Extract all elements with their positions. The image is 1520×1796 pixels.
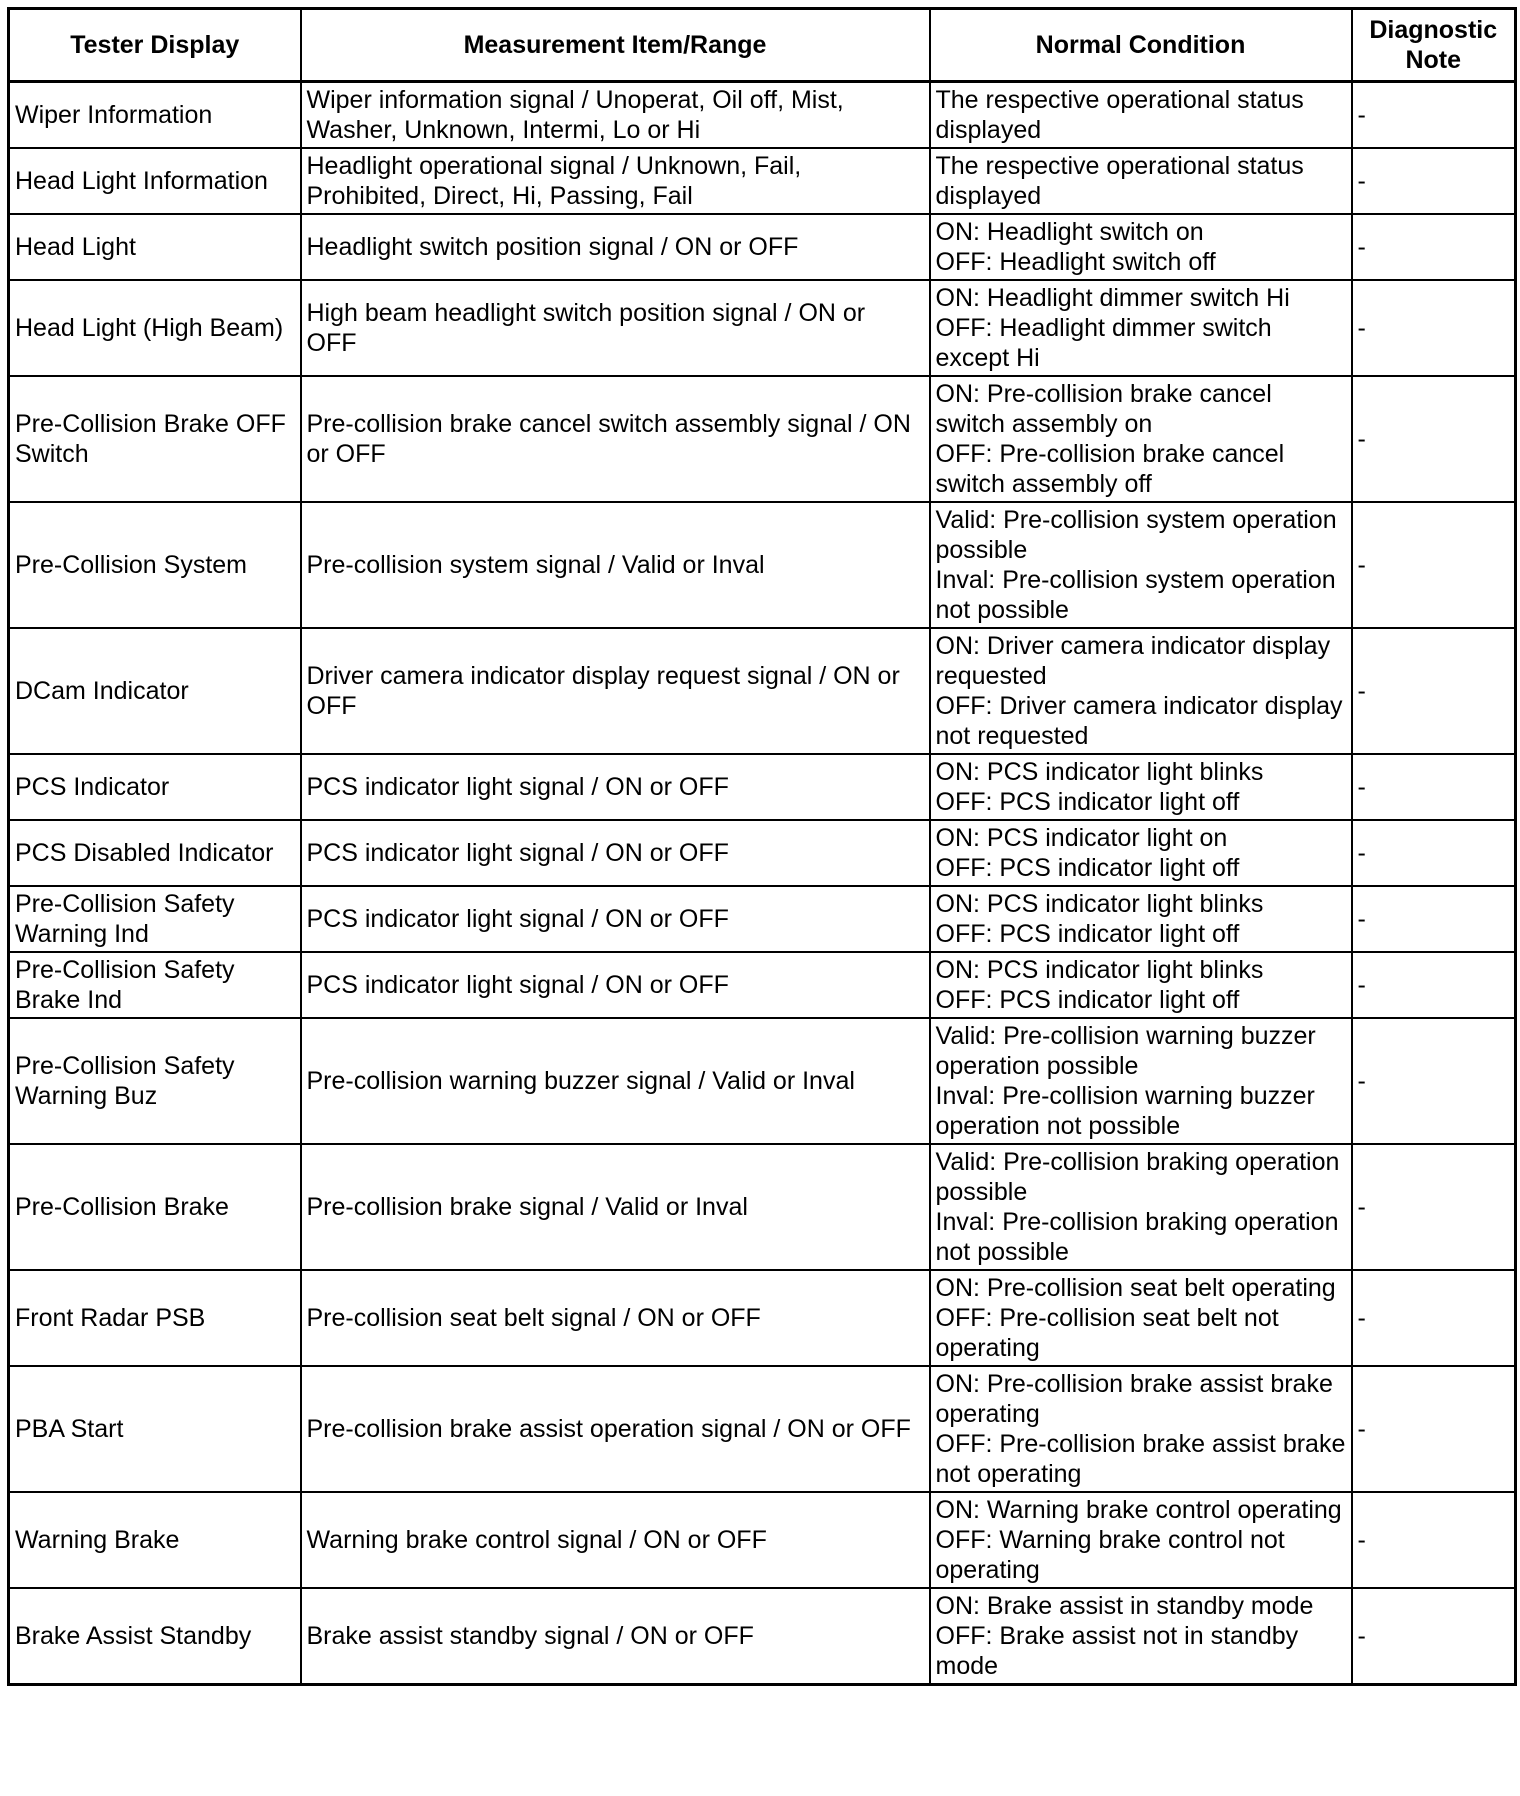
diagnostic-note-cell: -	[1352, 886, 1516, 952]
diagnostic-note-cell: -	[1352, 1144, 1516, 1270]
measurement-cell: Pre-collision brake cancel switch assembly signal / ON or OFF	[301, 376, 930, 502]
measurement-cell: Driver camera indicator display request signal / ON or OFF	[301, 628, 930, 754]
tester-display-cell: DCam Indicator	[9, 628, 301, 754]
normal-condition-cell: The respective operational status displayed	[930, 82, 1352, 149]
diagnostic-note-cell: -	[1352, 148, 1516, 214]
header-diagnostic-note: Diagnostic Note	[1352, 9, 1516, 82]
table-row	[9, 952, 1516, 1018]
table-row	[9, 376, 1516, 502]
measurement-cell: High beam headlight switch position signal / ON or OFF	[301, 280, 930, 376]
tester-display-cell: Pre-Collision Safety Brake Ind	[9, 952, 301, 1018]
normal-condition-cell: ON: Headlight switch on OFF: Headlight switch off	[930, 214, 1352, 280]
normal-condition-cell: Valid: Pre-collision warning buzzer operation possible Inval: Pre-collision warning buzzer operation not possible	[930, 1018, 1352, 1144]
table-row	[9, 1366, 1516, 1492]
table-row	[9, 502, 1516, 628]
normal-condition-cell: ON: Headlight dimmer switch Hi OFF: Headlight dimmer switch except Hi	[930, 280, 1352, 376]
diagnostic-note-cell: -	[1352, 628, 1516, 754]
measurement-cell: Pre-collision warning buzzer signal / Valid or Inval	[301, 1018, 930, 1144]
diagnostic-note-cell: -	[1352, 952, 1516, 1018]
normal-condition-cell: ON: Pre-collision brake cancel switch assembly on OFF: Pre-collision brake cancel switch assembly off	[930, 376, 1352, 502]
diagnostic-note-cell: -	[1352, 376, 1516, 502]
measurement-cell: Warning brake control signal / ON or OFF	[301, 1492, 930, 1588]
table-row	[9, 1144, 1516, 1270]
measurement-cell: PCS indicator light signal / ON or OFF	[301, 952, 930, 1018]
normal-condition-cell: ON: Pre-collision seat belt operating OFF: Pre-collision seat belt not operating	[930, 1270, 1352, 1366]
table-row	[9, 886, 1516, 952]
normal-condition-cell: Valid: Pre-collision system operation possible Inval: Pre-collision system operation not possible	[930, 502, 1352, 628]
tester-display-cell: Pre-Collision System	[9, 502, 301, 628]
table-row	[9, 820, 1516, 886]
tester-display-cell: Brake Assist Standby	[9, 1588, 301, 1685]
diagnostic-note-cell: -	[1352, 82, 1516, 149]
table-row	[9, 148, 1516, 214]
diagnostic-note-cell: -	[1352, 1492, 1516, 1588]
measurement-cell: Pre-collision brake signal / Valid or Inval	[301, 1144, 930, 1270]
measurement-cell: Pre-collision system signal / Valid or Inval	[301, 502, 930, 628]
header-measurement-item-range: Measurement Item/Range	[301, 9, 930, 82]
normal-condition-cell: ON: PCS indicator light blinks OFF: PCS indicator light off	[930, 886, 1352, 952]
normal-condition-cell: ON: PCS indicator light blinks OFF: PCS indicator light off	[930, 952, 1352, 1018]
diagnostic-note-cell: -	[1352, 754, 1516, 820]
normal-condition-cell: ON: Warning brake control operating OFF: Warning brake control not operating	[930, 1492, 1352, 1588]
table-row	[9, 1018, 1516, 1144]
table-row	[9, 82, 1516, 149]
normal-condition-cell: ON: Driver camera indicator display requested OFF: Driver camera indicator display not requested	[930, 628, 1352, 754]
table-body	[9, 82, 1516, 1685]
tester-display-cell: Head Light	[9, 214, 301, 280]
tester-display-cell: Front Radar PSB	[9, 1270, 301, 1366]
diagnostic-note-cell: -	[1352, 1366, 1516, 1492]
table-row	[9, 214, 1516, 280]
tester-display-cell: PCS Indicator	[9, 754, 301, 820]
tester-display-cell: PCS Disabled Indicator	[9, 820, 301, 886]
table-row	[9, 628, 1516, 754]
measurement-cell: Pre-collision brake assist operation signal / ON or OFF	[301, 1366, 930, 1492]
diagnostic-note-cell: -	[1352, 820, 1516, 886]
normal-condition-cell: ON: PCS indicator light on OFF: PCS indicator light off	[930, 820, 1352, 886]
normal-condition-cell: ON: Pre-collision brake assist brake operating OFF: Pre-collision brake assist brake not operating	[930, 1366, 1352, 1492]
normal-condition-cell: Valid: Pre-collision braking operation possible Inval: Pre-collision braking operation not possible	[930, 1144, 1352, 1270]
measurement-cell: Brake assist standby signal / ON or OFF	[301, 1588, 930, 1685]
table-row	[9, 280, 1516, 376]
diagnostic-note-cell: -	[1352, 1588, 1516, 1685]
measurement-cell: Headlight switch position signal / ON or OFF	[301, 214, 930, 280]
normal-condition-cell: ON: Brake assist in standby mode OFF: Brake assist not in standby mode	[930, 1588, 1352, 1685]
tester-display-cell: Wiper Information	[9, 82, 301, 149]
measurement-cell: Wiper information signal / Unoperat, Oil off, Mist, Washer, Unknown, Intermi, Lo or Hi	[301, 82, 930, 149]
header-tester-display: Tester Display	[9, 9, 301, 82]
tester-display-cell: Pre-Collision Brake	[9, 1144, 301, 1270]
measurement-cell: Headlight operational signal / Unknown, Fail, Prohibited, Direct, Hi, Passing, Fail	[301, 148, 930, 214]
diagnostic-note-cell: -	[1352, 1270, 1516, 1366]
header-row	[9, 9, 1516, 82]
tester-display-cell: Warning Brake	[9, 1492, 301, 1588]
measurement-cell: PCS indicator light signal / ON or OFF	[301, 820, 930, 886]
table-row	[9, 1588, 1516, 1685]
tester-display-cell: Pre-Collision Safety Warning Buz	[9, 1018, 301, 1144]
table-row	[9, 1270, 1516, 1366]
measurement-cell: Pre-collision seat belt signal / ON or OFF	[301, 1270, 930, 1366]
tester-display-cell: Pre-Collision Safety Warning Ind	[9, 886, 301, 952]
tester-display-cell: PBA Start	[9, 1366, 301, 1492]
table-row	[9, 1492, 1516, 1588]
diagnostic-note-cell: -	[1352, 502, 1516, 628]
tester-display-cell: Head Light Information	[9, 148, 301, 214]
normal-condition-cell: The respective operational status displayed	[930, 148, 1352, 214]
diagnostic-note-cell: -	[1352, 1018, 1516, 1144]
table-row	[9, 754, 1516, 820]
data-monitor-table	[7, 7, 1517, 1686]
normal-condition-cell: ON: PCS indicator light blinks OFF: PCS indicator light off	[930, 754, 1352, 820]
measurement-cell: PCS indicator light signal / ON or OFF	[301, 754, 930, 820]
diagnostic-note-cell: -	[1352, 214, 1516, 280]
measurement-cell: PCS indicator light signal / ON or OFF	[301, 886, 930, 952]
tester-display-cell: Pre-Collision Brake OFF Switch	[9, 376, 301, 502]
diagnostic-note-cell: -	[1352, 280, 1516, 376]
header-normal-condition: Normal Condition	[930, 9, 1352, 82]
tester-display-cell: Head Light (High Beam)	[9, 280, 301, 376]
